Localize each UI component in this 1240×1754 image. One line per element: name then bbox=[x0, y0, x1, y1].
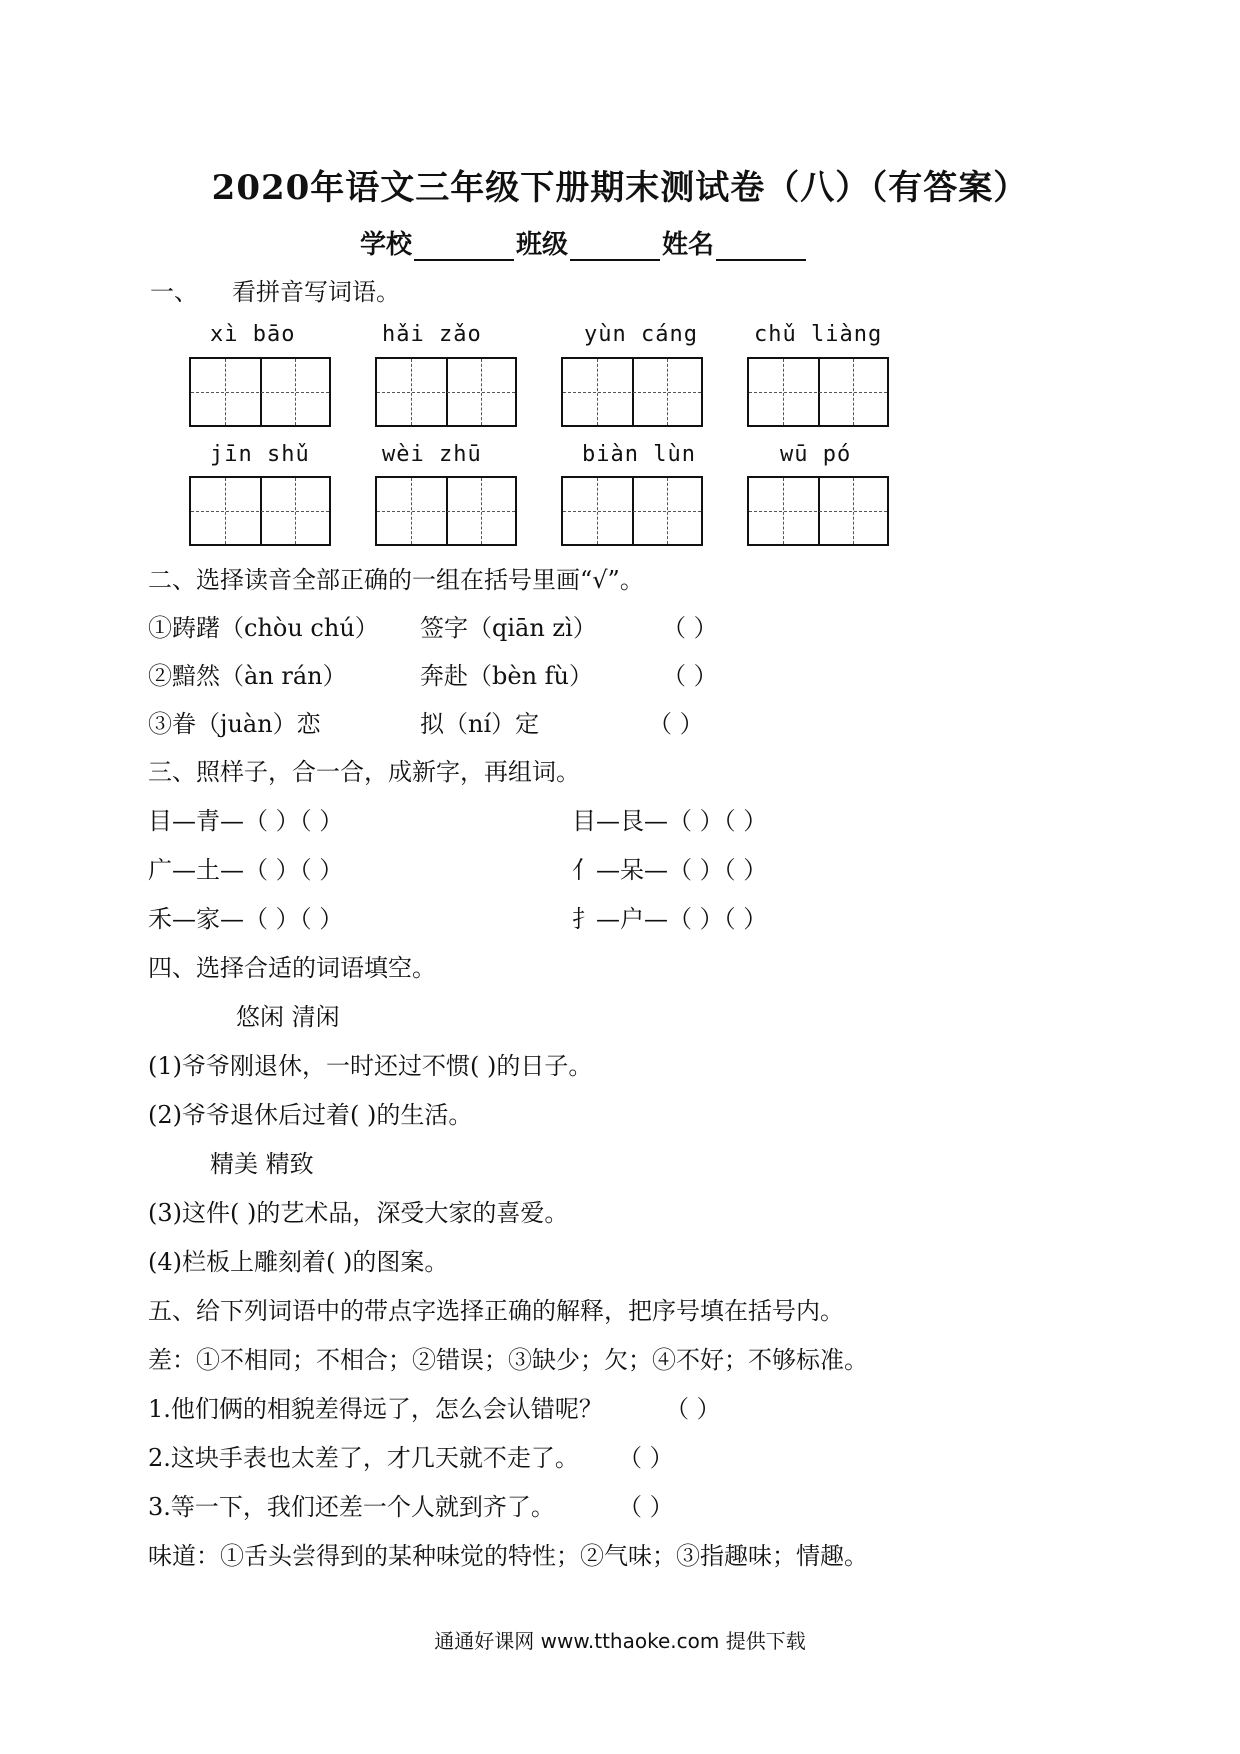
answer-bracket[interactable]: （ ） bbox=[662, 662, 718, 690]
answer-bracket[interactable]: （ ） bbox=[618, 1444, 674, 1472]
word-choices: 精美 精致 bbox=[210, 1150, 314, 1178]
option-text: ②黯然（àn rán） bbox=[148, 662, 347, 690]
writing-grid[interactable] bbox=[375, 357, 517, 427]
compose-row[interactable]: 目—青—（ ）（ ） bbox=[148, 807, 344, 835]
question-text: 2.这块手表也太差了，才几天就不走了。 bbox=[148, 1444, 579, 1472]
footer-source: 通通好课网 www.tthaoke.com 提供下载 bbox=[434, 1629, 806, 1653]
answer-bracket[interactable]: （ ） bbox=[665, 1395, 721, 1423]
compose-row[interactable]: 禾—家—（ ）（ ） bbox=[148, 905, 344, 933]
option-text: 签字（qiān zì） bbox=[420, 614, 597, 642]
writing-grid[interactable] bbox=[561, 357, 703, 427]
fill-question[interactable]: (4)栏板上雕刻着( )的图案。 bbox=[148, 1248, 449, 1276]
name-label: 姓名 bbox=[662, 230, 715, 260]
pinyin-label: wū pó bbox=[780, 442, 852, 467]
school-blank[interactable] bbox=[414, 233, 514, 261]
answer-bracket[interactable]: （ ） bbox=[662, 614, 718, 642]
class-blank[interactable] bbox=[570, 233, 660, 261]
writing-grid[interactable] bbox=[747, 476, 889, 546]
pinyin-label: yùn cáng bbox=[584, 322, 698, 347]
pinyin-label: xì bāo bbox=[210, 322, 296, 347]
section3-heading: 三、照样子，合一合，成新字，再组词。 bbox=[148, 758, 580, 786]
definition-line: 味道：①舌头尝得到的某种味觉的特性；②气味；③指趣味；情趣。 bbox=[148, 1542, 868, 1570]
fill-question[interactable]: (3)这件( )的艺术品，深受大家的喜爱。 bbox=[148, 1199, 569, 1227]
pinyin-label: biàn lùn bbox=[582, 442, 696, 467]
section1-heading-num: 一、 bbox=[150, 278, 198, 306]
name-blank[interactable] bbox=[716, 233, 806, 261]
pinyin-label: hǎi zǎo bbox=[382, 322, 482, 347]
answer-bracket[interactable]: （ ） bbox=[648, 710, 704, 738]
writing-grid[interactable] bbox=[561, 476, 703, 546]
answer-bracket[interactable]: （ ） bbox=[618, 1493, 674, 1521]
option-text: ③眷（juàn）恋 bbox=[148, 710, 321, 738]
pinyin-label: chǔ liàng bbox=[754, 322, 883, 347]
option-text: 奔赴（bèn fù） bbox=[420, 662, 593, 690]
word-choices: 悠闲 清闲 bbox=[236, 1003, 340, 1031]
school-label: 学校 bbox=[360, 230, 413, 260]
header-fields bbox=[360, 224, 808, 261]
writing-grid[interactable] bbox=[189, 476, 331, 546]
section5-heading: 五、给下列词语中的带点字选择正确的解释，把序号填在括号内。 bbox=[148, 1297, 844, 1325]
pinyin-label: jīn shǔ bbox=[210, 442, 310, 467]
compose-row[interactable]: 目—艮—（ ）（ ） bbox=[572, 807, 768, 835]
section4-heading: 四、选择合适的词语填空。 bbox=[148, 954, 436, 982]
compose-row[interactable]: 广—土—（ ）（ ） bbox=[148, 856, 344, 884]
option-text: 拟（ní）定 bbox=[420, 710, 540, 738]
page-title: 2020年语文三年级下册期末测试卷（八）（有答案） bbox=[211, 168, 1029, 208]
writing-grid[interactable] bbox=[189, 357, 331, 427]
compose-row[interactable]: 亻—呆—（ ）（ ） bbox=[572, 856, 768, 884]
question-text: 1.他们俩的相貌差得远了，怎么会认错呢？ bbox=[148, 1395, 603, 1423]
question-text: 3.等一下，我们还差一个人就到齐了。 bbox=[148, 1493, 555, 1521]
writing-grid[interactable] bbox=[747, 357, 889, 427]
section2-heading: 二、选择读音全部正确的一组在括号里画“√”。 bbox=[148, 566, 644, 594]
pinyin-label: wèi zhū bbox=[382, 442, 482, 467]
fill-question[interactable]: (2)爷爷退休后过着( )的生活。 bbox=[148, 1101, 473, 1129]
section1-heading: 看拼音写词语。 bbox=[232, 278, 400, 306]
definition-line: 差：①不相同；不相合；②错误；③缺少；欠；④不好；不够标准。 bbox=[148, 1346, 868, 1374]
option-text: ①踌躇（chòu chú） bbox=[148, 614, 379, 642]
class-label: 班级 bbox=[516, 230, 569, 260]
writing-grid[interactable] bbox=[375, 476, 517, 546]
compose-row[interactable]: 扌—户—（ ）（ ） bbox=[572, 905, 768, 933]
fill-question[interactable]: (1)爷爷刚退休，一时还过不惯( )的日子。 bbox=[148, 1052, 593, 1080]
